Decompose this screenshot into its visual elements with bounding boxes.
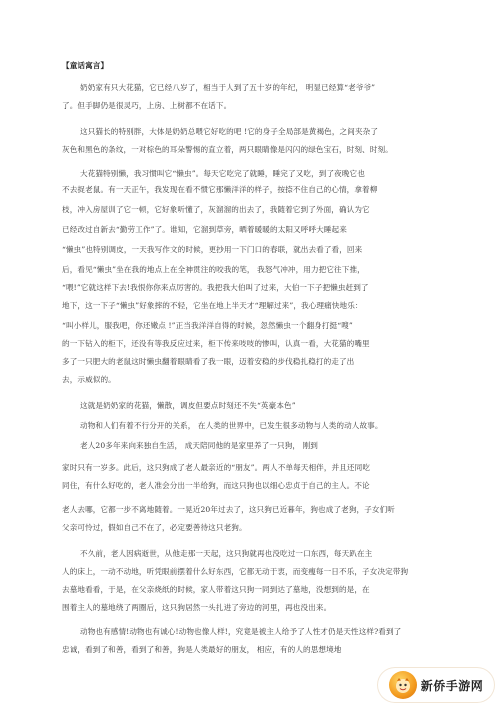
text-line: 后，看见“懒虫”坐在我的地点上在全神贯注的咬我的笔， 我怒气冲冲，用力把它往下推， [62,265,365,274]
text-line: “叫小样儿，服我吧，你还嫩点 !”正当我洋洋自得的时候，忽然懒虫一个翻身打挺“嗖” [62,321,353,330]
text-line: 多了一只肥大的老鼠这时懒虫翻着眼睛看了我一眼，迈着安稳的步伐稳扎稳打的走了出 [62,357,355,366]
text-line: 地下，这一下子“懒虫”好象摔的不轻，它坐在地上半天才“理解过来”，我心理痛快地乐： [62,301,363,310]
text-line: 已经改过自新去“勤劳工作”了。谁知，它溜到草旁，晒着暖暖的太阳又呼呼大睡起来 [62,225,347,234]
text-line: 去墓地看看，于是，在父亲烧纸的时候，家人带着这只狗一同到达了墓地，没想到的是，在 [62,585,370,594]
text-line: 动物和人们有着不行分开的关系， 在人类的世界中，已发生很多动物与人类的动人故事。 [80,421,383,430]
text-line: “喂!”它就这样下去!我恨你你来点厉害的。我把我大伯叫了过来，大伯一下子把懒虫赶到了 [62,283,369,292]
text-line: 了。但手脚仍是很灵巧，上房、上树都不在话下。 [62,101,232,110]
text-line: 这就是奶奶家的花猫，懒散，调皮但要点时刻还不失“英豪本色” [80,401,296,410]
cartoon-mascot-icon [389,671,417,699]
text-line: 老人去哪，它都一步不离地随着。一晃近20年过去了，这只狗已近暮年，狗也成了老狗，子女们听 [62,505,395,514]
document-heading: 【童话寓言】 [62,61,109,70]
text-line: 去，示威似的。 [62,375,116,384]
text-line: 动物也有感情!动物也有诚心!动物也像人样!，究竟是被主人给予了人性才仍是天性这样?看到了 [80,627,402,636]
text-line: 奶奶家有只大花猫，它已经八岁了，相当于人到了五十岁的年纪， 明显已经算“老爷爷” [80,83,376,92]
text-line: 枝，冲入房屋训了它一顿，它好象听懂了，灰溜溜的出去了，我随着它到了外面，确认为它 [62,205,370,214]
text-line: 围着主人的墓地绕了两圈后，这只狗居然一头扎进了旁边的河里，再也没出来。 [62,603,332,612]
text-line: 这只猫长的特别胖，大体是奶奶总喂它好吃的吧 !它的身子全局部是黄褐色，之间夹杂了 [80,127,379,136]
text-line: 不去捉老鼠。有一天正午，我发现在看不惯它那懒洋洋的样子，按捺不住自己的心情，拿着柳 [62,185,378,194]
text-line: 灰色和黑色的条纹，一对棕色的耳朵警惕的直立着，两只眼睛像是闪闪的绿色宝石，时刻、时刻。 [62,145,393,154]
text-line: 的一下钻入的柜下，还没有等我反应过来，柜下传来吱吱的惨叫，认真一看，大花猫的嘴里 [62,339,370,348]
top-blank-area [0,0,500,50]
site-watermark [378,668,494,702]
text-line: “懒虫”也特别调皮，一天我写作文的时候，更抄用一下门口的春联，就出去看了看，回来 [62,245,363,254]
text-line: 人的床上，一动不动地，听凭眼前摆着什么好东西，它都无动于衷，而变瘦每一日不乐，子女决定带狗 [62,567,409,576]
text-line: 同住，有什么好吃的，老人准会分出一半给狗，而这只狗也以细心忠贞于自己的主人。不论 [62,481,370,490]
text-line: 父亲可怜过，假如自己不在了，必定要善待这只老狗。 [62,523,247,532]
text-line: 老人20多年来向来独自生活， 成天陪同他的是家里养了一只狗， 刚到 [80,441,319,450]
text-line: 忠诚，看到了和善，看到了和善，狗是人类最好的朋友， 相应，有的人的思想境地 [62,645,342,654]
text-line: 大花猫特别懒，我习惯叫它“懒虫”。每天它吃完了就睡，睡完了又吃，到了夜晚它也 [80,169,365,178]
watermark-text: 新侨手游网 [420,678,484,693]
text-line: 家时只有一岁多。此后，这只狗成了老人最亲近的“朋友”。两人不单每天相伴，并且还同吃 [62,463,371,472]
text-line: 不久前，老人因病逝世，从他走那一天起，这只狗就再也没吃过一口东西，每天趴在主 [80,549,373,558]
